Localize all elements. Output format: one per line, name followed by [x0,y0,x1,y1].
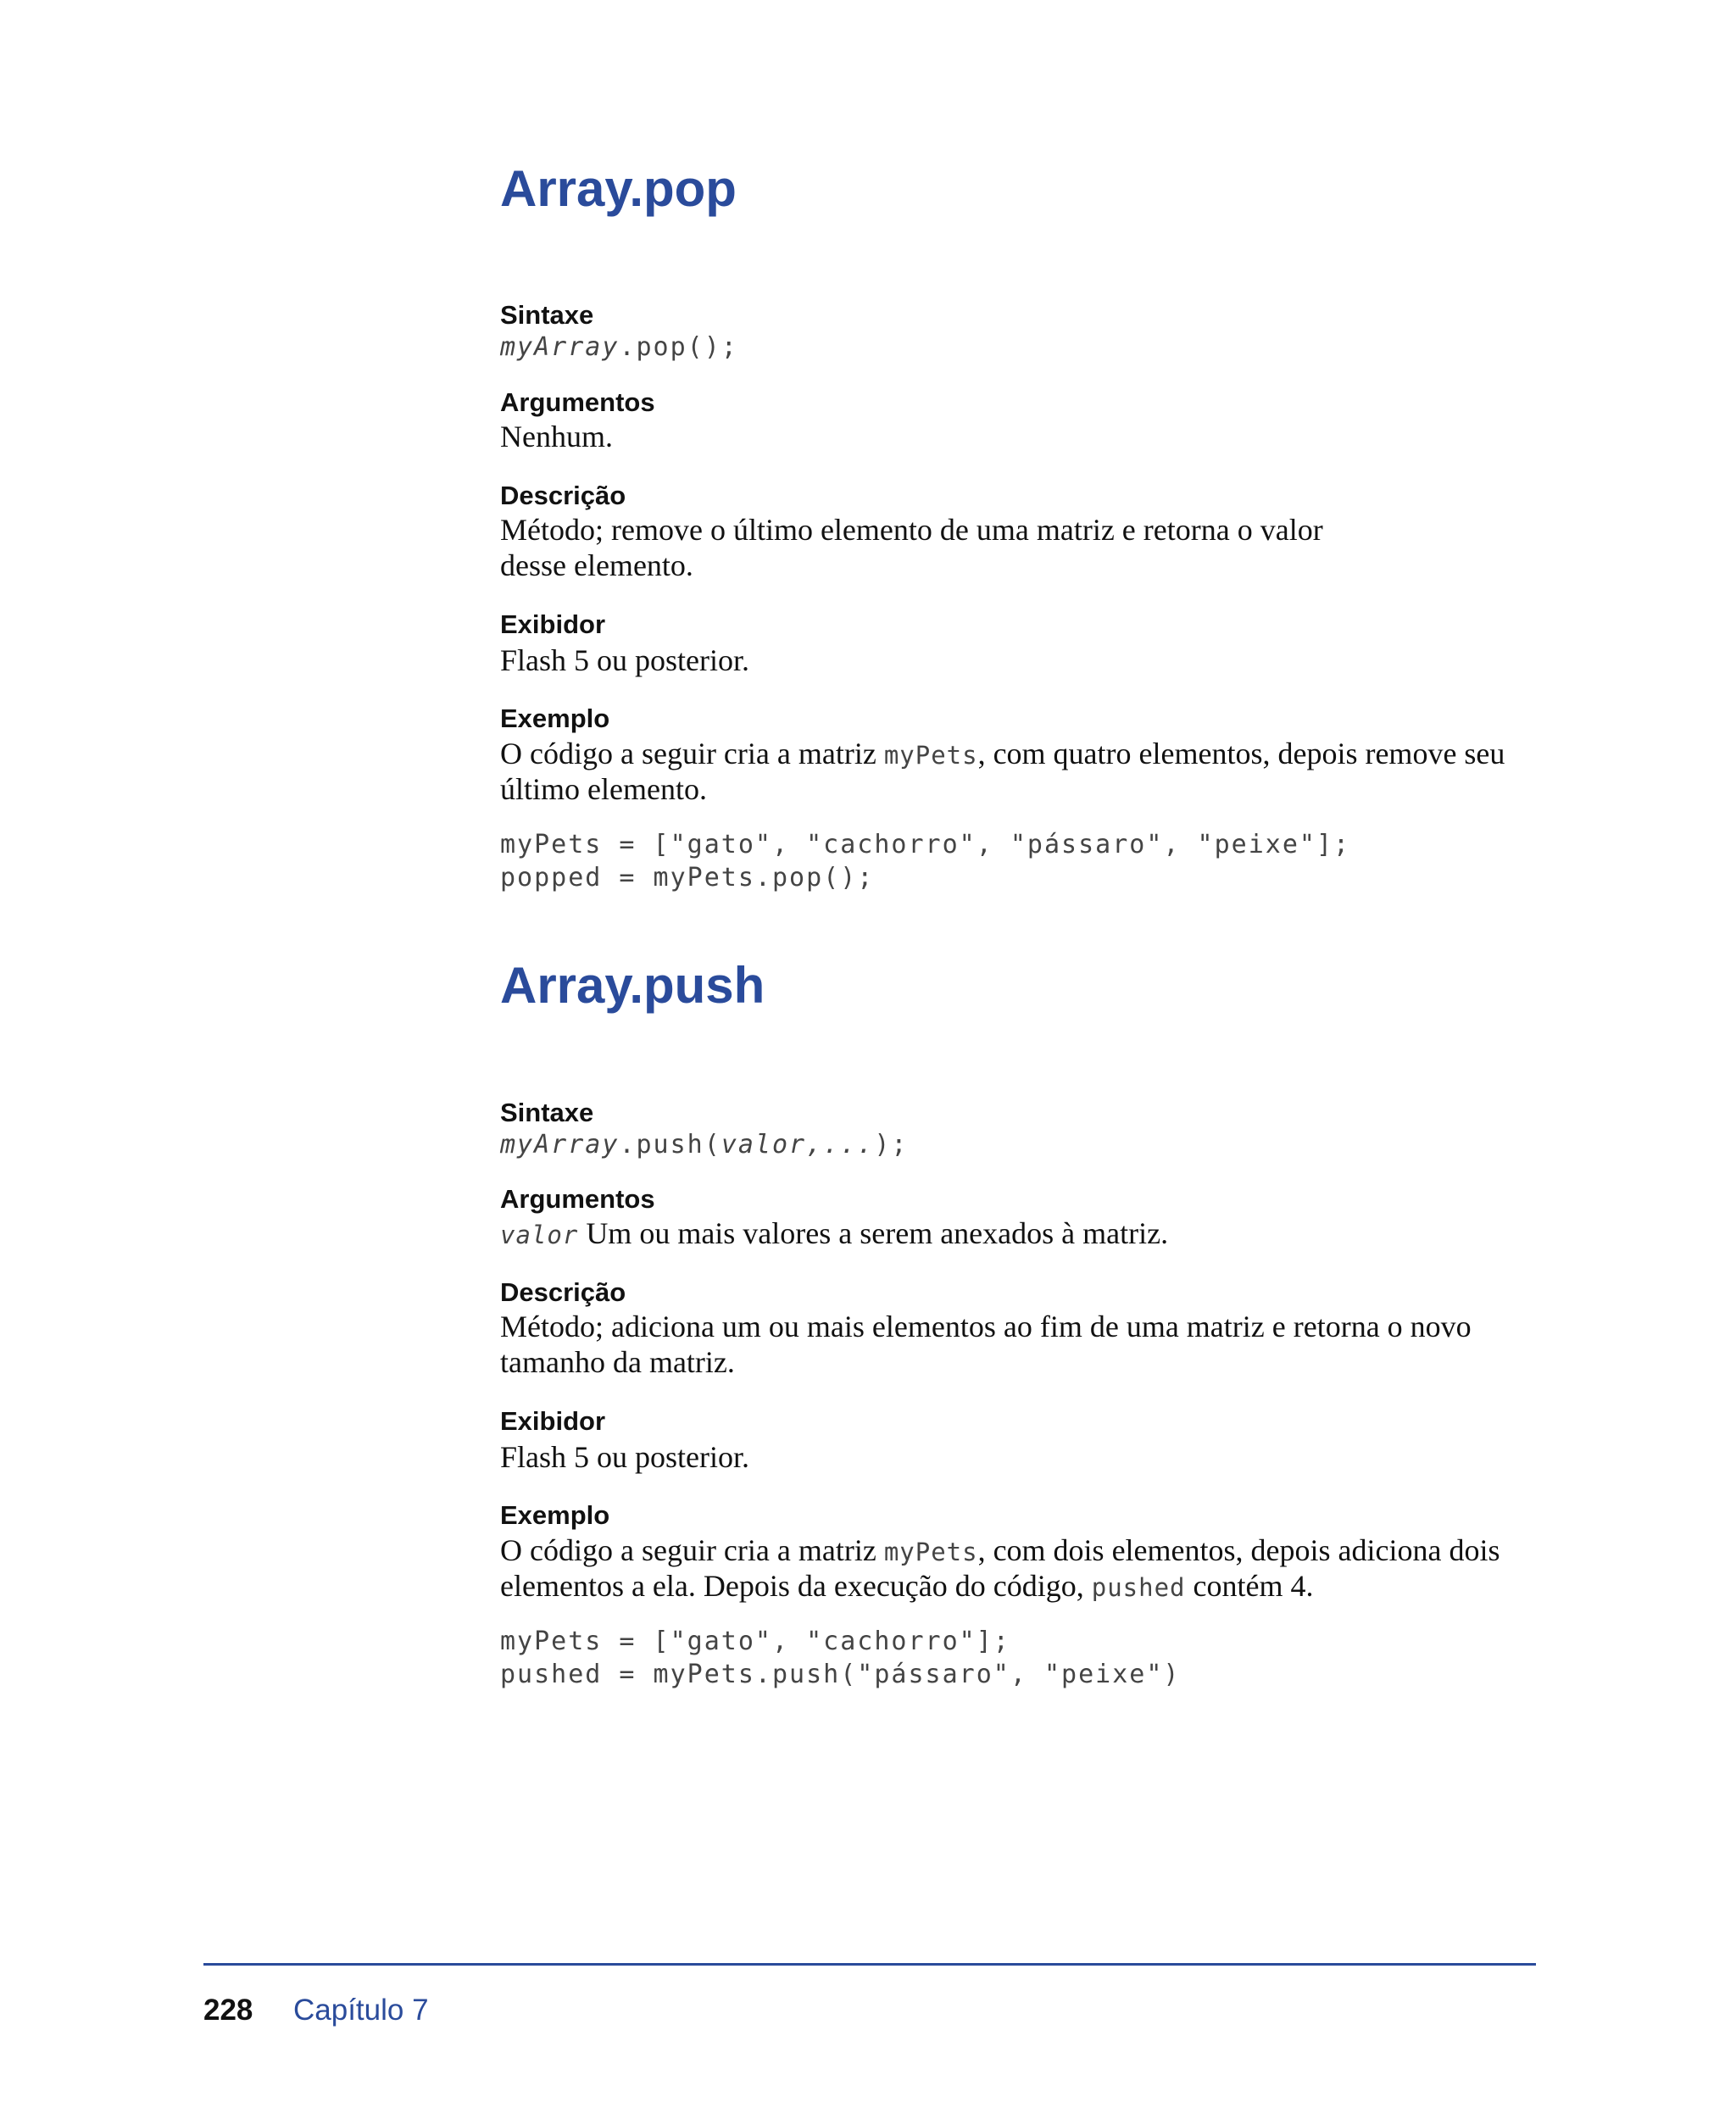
push-syntax-method: .push( [619,1130,721,1160]
push-args-line [500,1215,1168,1253]
pop-desc-label: Descrição [500,481,626,510]
pop-example-pre: O código a seguir cria a matriz [500,737,884,770]
pop-desc-line-1: Método; remove o último elemento de uma matriz e retorna o valor [500,513,1323,547]
push-example-line2-post: contém 4. [1185,1569,1314,1603]
push-example-line-2 [500,1568,1313,1605]
push-syntax-object: myArray [500,1130,620,1160]
push-example-inline-code: myPets [883,1538,978,1566]
push-player-text: Flash 5 ou posterior. [500,1440,749,1474]
footer-rule [203,1963,1536,1966]
push-example-line-1 [500,1532,1500,1570]
push-code-line-2: pushed = myPets.push("pássaro", "peixe") [500,1660,1181,1689]
pop-args-text: Nenhum. [500,420,613,453]
page-number: 228 [203,1994,253,2027]
pop-example-post: , com quatro elementos, depois remove seu [977,737,1505,770]
push-syntax-end: ); [874,1130,909,1160]
pop-syntax-object: myArray [500,332,620,362]
push-desc-line-1: Método; adiciona um ou mais elementos ao fim de uma matriz e retorna o novo [500,1310,1472,1343]
push-args-param: valor [500,1221,579,1249]
pop-desc-line-2: desse elemento. [500,548,693,582]
push-example-pre: O código a seguir cria a matriz [500,1533,884,1567]
pop-example-label: Exemplo [500,704,610,733]
pop-player-text: Flash 5 ou posterior. [500,643,749,677]
pop-example-line-1 [500,736,1505,773]
section-title-array-push: Array.push [500,957,765,1014]
pop-code-line-1: myPets = ["gato", "cachorro", "pássaro", "peixe"]; [500,830,1351,859]
push-desc-label: Descrição [500,1277,626,1307]
pop-example-inline-code: myPets [883,741,978,770]
push-args-text: Um ou mais valores a serem anexados à matriz. [586,1216,1169,1250]
pop-player-label: Exibidor [500,609,606,639]
pop-syntax-code [500,331,738,364]
pop-example-line-2: último elemento. [500,772,707,806]
pop-code-line-2: popped = myPets.pop(); [500,863,875,893]
push-example-post: , com dois elementos, depois adiciona dois [977,1533,1500,1567]
push-syntax-param: valor,... [721,1130,875,1160]
push-example-line2-pre: elementos a ela. Depois da execução do código, [500,1569,1092,1603]
push-syntax-code [500,1128,909,1161]
push-desc-line-2: tamanho da matriz. [500,1345,735,1379]
push-example-line2-code: pushed [1091,1573,1186,1602]
push-code-line-1: myPets = ["gato", "cachorro"]; [500,1627,1010,1656]
section-title-array-pop: Array.pop [500,160,737,217]
chapter-label: Capítulo 7 [293,1994,429,2027]
push-args-label: Argumentos [500,1184,655,1214]
push-example-label: Exemplo [500,1500,610,1530]
pop-syntax-method: .pop(); [619,332,738,362]
push-player-label: Exibidor [500,1406,606,1436]
pop-args-label: Argumentos [500,387,655,417]
pop-syntax-label: Sintaxe [500,300,594,330]
push-syntax-label: Sintaxe [500,1098,594,1127]
